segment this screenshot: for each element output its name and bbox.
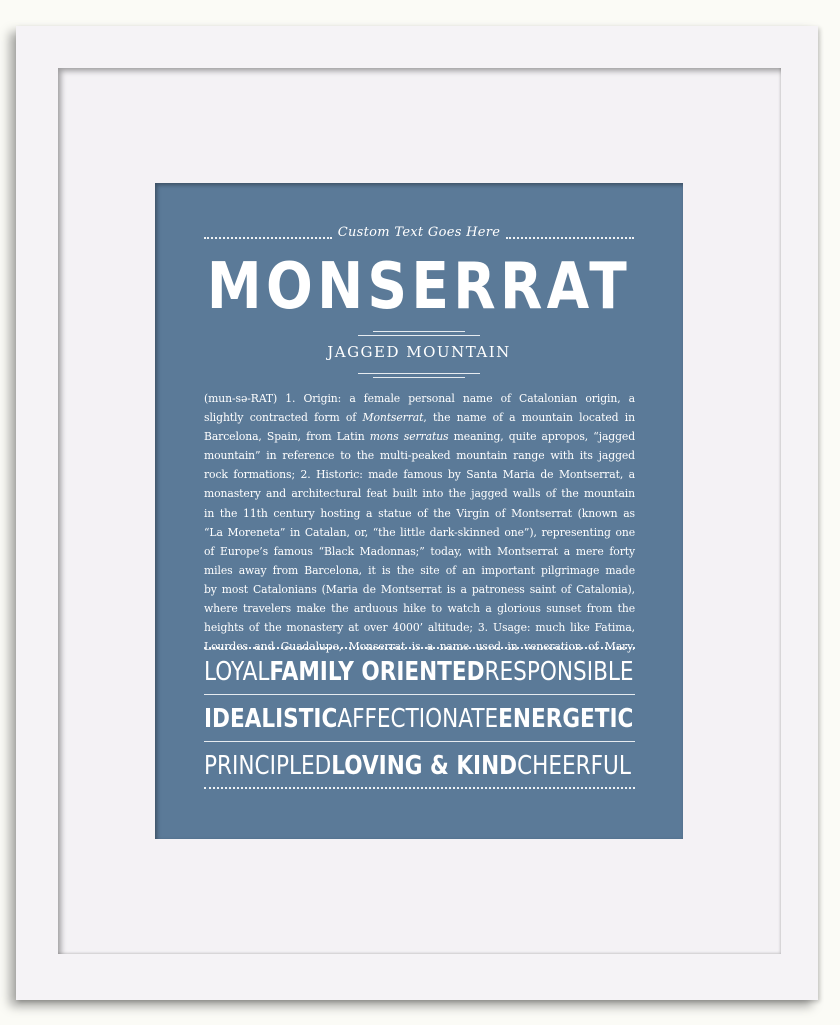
dotted-divider-traits-bottom <box>204 787 635 789</box>
trait-word: RESPONSIBLE <box>484 657 634 687</box>
definition-line <box>204 408 635 427</box>
trait-word: IDEALISTIC <box>204 704 338 734</box>
definition-text: Lourdes and Guadalupe, Monserrat is a name used in veneration of Mary. <box>204 640 635 654</box>
definition-text: mountain” in reference to the multi-peaked mountain range with its jagged <box>204 449 635 463</box>
definition-italic-term: Montserrat <box>362 411 424 425</box>
custom-text-row <box>204 225 634 249</box>
definition-line <box>204 523 635 542</box>
name-definition <box>204 389 635 656</box>
frame-mat <box>58 68 781 954</box>
trait-word: LOYAL <box>204 657 270 687</box>
definition-text: of Europe’s famous “Black Madonnas;” today, with Montserrat a mere forty <box>204 544 635 558</box>
definition-text: where travelers make the arduous hike to watch a glorious sunset from the <box>204 602 635 616</box>
definition-text: Barcelona, Spain, from Latin <box>204 430 370 444</box>
definition-text: by most Catalonians (Maria de Montserrat is a patroness saint of Catalonia), <box>204 582 635 596</box>
definition-line <box>204 580 635 599</box>
definition-line <box>204 427 635 446</box>
definition-line <box>204 542 635 561</box>
picture-frame <box>16 26 818 1000</box>
trait-word: ENERGETIC <box>498 704 634 734</box>
trait-divider-1 <box>204 694 635 695</box>
trait-word: LOVING & KIND <box>331 751 518 781</box>
trait-word: CHEERFUL <box>517 751 631 781</box>
trait-word: PRINCIPLED <box>204 751 332 781</box>
trait-word: AFFECTIONATE <box>337 704 499 734</box>
definition-text: , the name of a mountain located in <box>423 411 635 425</box>
meaning-rule-2 <box>373 377 465 378</box>
trait-row-2 <box>204 702 635 736</box>
trait-row-3 <box>204 749 635 783</box>
name-print <box>155 183 683 839</box>
definition-line <box>204 484 635 503</box>
definition-text: monastery and architectural feat built into the jagged walls of the mountain <box>204 487 635 501</box>
name-meaning: JAGGED MOUNTAIN <box>327 343 511 361</box>
definition-line <box>204 561 635 580</box>
definition-line <box>204 618 635 637</box>
definition-text: miles away from Barcelona, it is the site of an important pilgrimage made <box>204 563 635 577</box>
definition-line <box>204 504 635 523</box>
definition-line <box>204 599 635 618</box>
definition-line <box>204 446 635 465</box>
definition-text: meaning, quite apropos, “jagged <box>448 430 636 444</box>
dotted-divider-traits-top <box>204 647 635 649</box>
definition-text: slightly contracted form of <box>204 411 363 425</box>
trait-divider-2 <box>204 741 635 742</box>
trait-row-1 <box>204 655 635 689</box>
definition-line <box>204 389 635 408</box>
definition-text: (mun-sə-RAT) 1. Origin: a female personal name of Catalonian origin, a <box>204 392 635 405</box>
title-rule-top <box>373 331 465 332</box>
dotted-divider-right <box>506 237 634 239</box>
definition-line <box>204 465 635 484</box>
meaning-rule-1 <box>358 373 480 374</box>
trait-word: FAMILY ORIENTED <box>269 657 485 687</box>
custom-text: Custom Text Goes Here <box>337 225 501 240</box>
name-title: MONSERRAT <box>206 250 632 324</box>
definition-text: heights of the monastery at over 4000’ altitude; 3. Usage: much like Fatima, <box>204 621 635 635</box>
definition-text: rock formations; 2. Historic: made famous by Santa Maria de Montserrat, a <box>204 468 635 482</box>
definition-text: “La Moreneta” in Catalan, or, “the little dark-skinned one”), representing one <box>204 525 635 539</box>
definition-italic-term: mons serratus <box>369 430 449 444</box>
definition-text: in the 11th century hosting a statue of the Virgin of Montserrat (known as <box>204 506 635 520</box>
title-rule-top-2 <box>358 335 480 336</box>
